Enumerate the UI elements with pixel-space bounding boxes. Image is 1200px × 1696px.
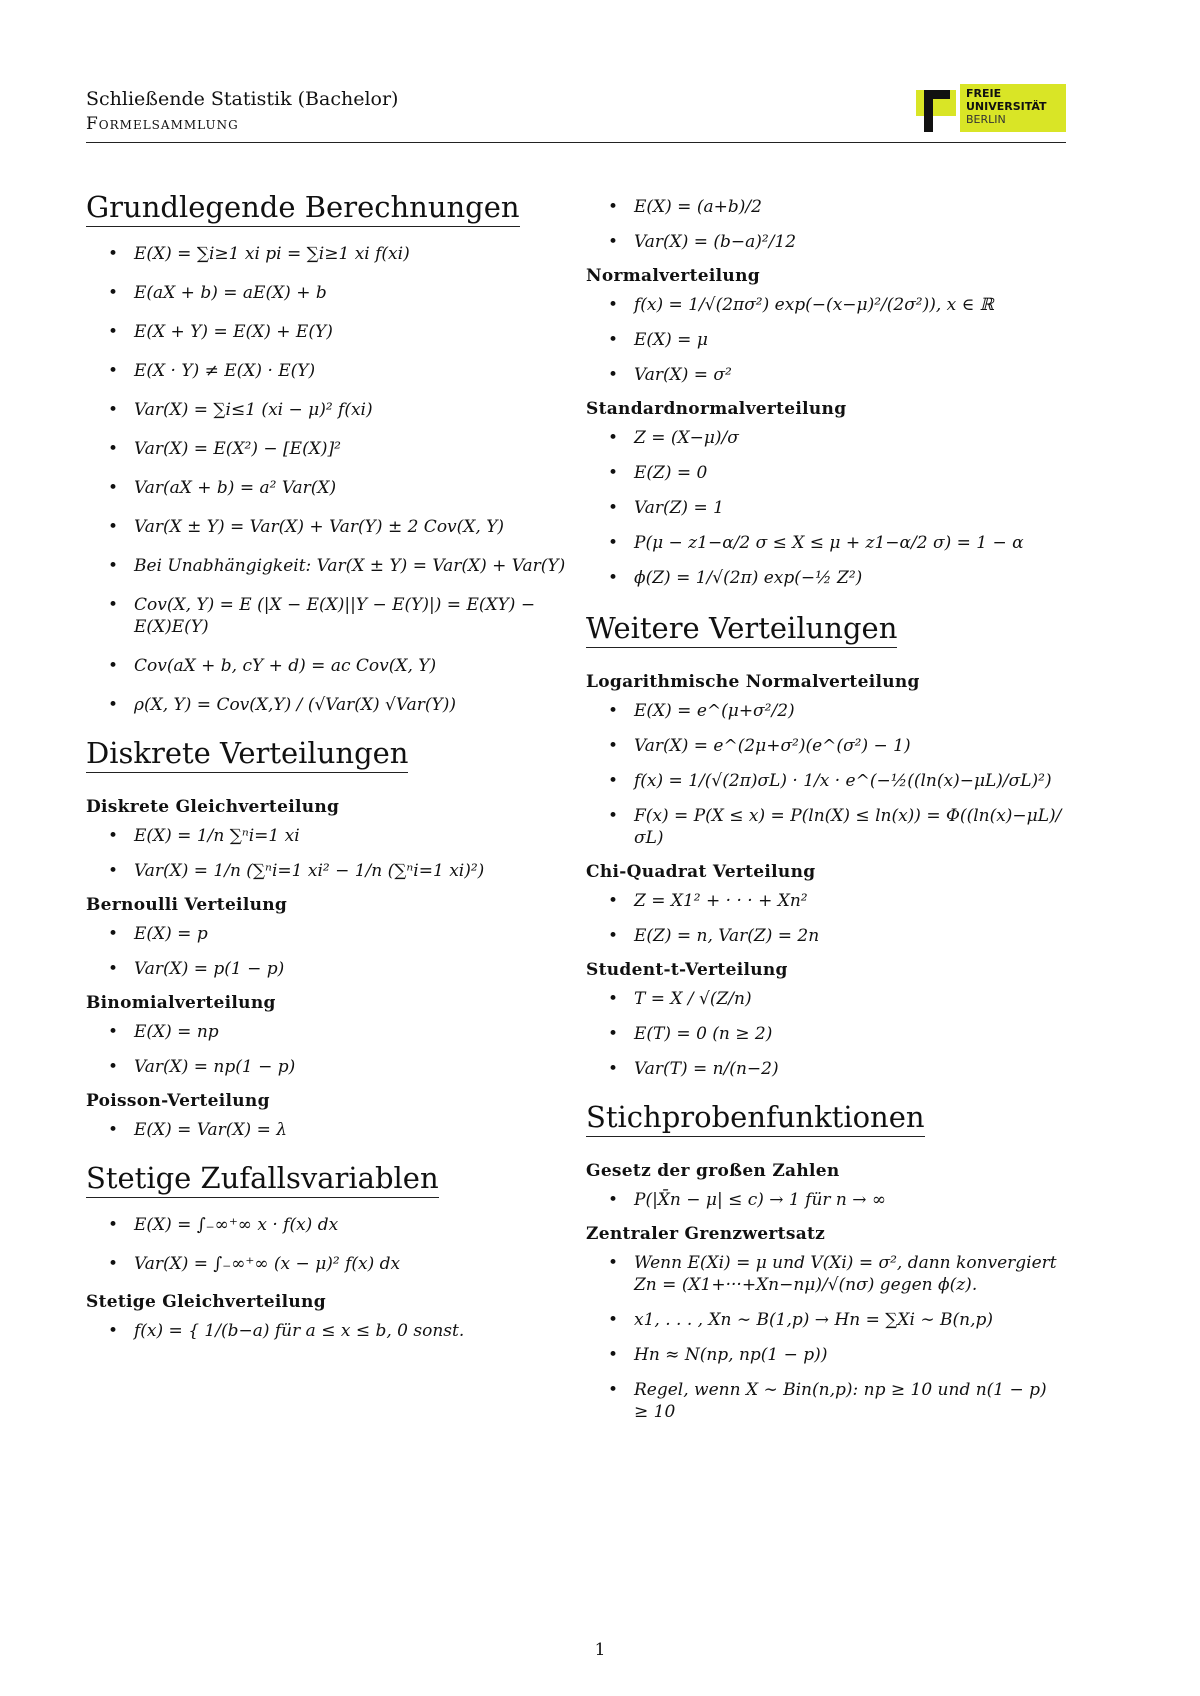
subsection-title: Poisson-Verteilung [86, 1091, 270, 1111]
formula-item: • Var(T) = n/(n−2) [608, 1058, 1066, 1080]
formula-item: • Var(X) = (b−a)²/12 [608, 231, 1066, 253]
formula-item: • E(X + Y) = E(X) + E(Y) [108, 321, 566, 343]
formula-item: • E(Z) = n, Var(Z) = 2n [608, 925, 1066, 947]
formula-item: • E(X · Y) ≠ E(X) · E(Y) [108, 360, 566, 382]
logo-stem [924, 90, 933, 132]
logo-line-2: UNIVERSITÄT [966, 100, 1047, 113]
formula-item: • Wenn E(Xi) = μ und V(Xi) = σ², dann konvergiert Zn = (X1+···+Xn−nμ)/√(nσ) gegen ϕ(z). [608, 1252, 1066, 1296]
section-title: Stichprobenfunktionen [586, 1100, 925, 1137]
formula-item: • Var(X) = 1/n (∑ⁿi=1 xi² − 1/n (∑ⁿi=1 xi)²) [108, 860, 566, 882]
section-title: Weitere Verteilungen [586, 611, 897, 648]
formula-item: • E(Z) = 0 [608, 462, 1066, 484]
university-logo [916, 84, 1066, 136]
document-title: Schließende Statistik (Bachelor) [86, 88, 399, 110]
formula-list [586, 700, 1066, 849]
formula-list [586, 988, 1066, 1080]
section-title: Diskrete Verteilungen [86, 736, 408, 773]
subsection-title: Gesetz der großen Zahlen [586, 1161, 840, 1181]
formula-item: • Var(X) = e^(2μ+σ²)(e^(σ²) − 1) [608, 735, 1066, 757]
formula-list [86, 1021, 566, 1078]
formula-item: • Z = X1² + · · · + Xn² [608, 890, 1066, 912]
logo-line-3: BERLIN [966, 113, 1006, 126]
formula-item: • f(x) = { 1/(b−a) für a ≤ x ≤ b, 0 sonst. [108, 1320, 566, 1342]
formula-item: • E(aX + b) = aE(X) + b [108, 282, 566, 304]
formula-list [86, 923, 566, 980]
subsection-title: Stetige Gleichverteilung [86, 1292, 326, 1312]
formula-list [86, 825, 566, 882]
logo-line-1: FREIE [966, 87, 1002, 100]
section-title: Stetige Zufallsvariablen [86, 1161, 439, 1198]
formula-item: • E(X) = μ [608, 329, 1066, 351]
formula-item: • P(|X̄n − μ| ≤ c) → 1 für n → ∞ [608, 1189, 1066, 1211]
formula-item: • Var(Z) = 1 [608, 497, 1066, 519]
formula-item: • ρ(X, Y) = Cov(X,Y) / (√Var(X) √Var(Y)) [108, 694, 566, 716]
subsection-title: Normalverteilung [586, 266, 760, 286]
formula-item: • Var(X) = np(1 − p) [108, 1056, 566, 1078]
subsection-title: Standardnormalverteilung [586, 399, 847, 419]
document-subtitle: Formelsammlung [86, 114, 239, 134]
formula-item: • E(X) = 1/n ∑ⁿi=1 xi [108, 825, 566, 847]
formula-item: • Hn ≈ N(np, np(1 − p)) [608, 1344, 1066, 1366]
formula-item: • E(X) = p [108, 923, 566, 945]
formula-item: • Var(X ± Y) = Var(X) + Var(Y) ± 2 Cov(X, Y) [108, 516, 566, 538]
formula-list [586, 1189, 1066, 1211]
formula-item: • F(x) = P(X ≤ x) = P(ln(X) ≤ ln(x)) = Φ((ln(x)−μL)/σL) [608, 805, 1066, 849]
formula-item: • f(x) = 1/√(2πσ²) exp(−(x−μ)²/(2σ²)), x ∈ ℝ [608, 294, 1066, 316]
formula-list [586, 1252, 1066, 1423]
formula-item: • Bei Unabhängigkeit: Var(X ± Y) = Var(X) + Var(Y) [108, 555, 566, 577]
subsection-title: Zentraler Grenzwertsatz [586, 1224, 826, 1244]
formula-item: • Cov(X, Y) = E (|X − E(X)||Y − E(Y)|) = E(XY) − E(X)E(Y) [108, 594, 566, 638]
formula-item: • P(μ − z1−α/2 σ ≤ X ≤ μ + z1−α/2 σ) = 1 − α [608, 532, 1066, 554]
formula-item: • Var(X) = p(1 − p) [108, 958, 566, 980]
logo-text [960, 84, 1066, 132]
formula-list [86, 243, 566, 716]
formula-list [86, 1320, 566, 1342]
formula-item: • Var(aX + b) = a² Var(X) [108, 477, 566, 499]
formula-item: • Regel, wenn X ∼ Bin(n,p): np ≥ 10 und n(1 − p) ≥ 10 [608, 1379, 1066, 1423]
formula-list [86, 1214, 566, 1275]
formula-list [586, 196, 1066, 253]
page-header [86, 88, 1066, 143]
formula-item: • E(X) = Var(X) = λ [108, 1119, 566, 1141]
formula-item: • E(X) = (a+b)/2 [608, 196, 1066, 218]
formula-item: • Z = (X−μ)/σ [608, 427, 1066, 449]
right-column [586, 196, 1066, 1443]
formula-item: • Cov(aX + b, cY + d) = ac Cov(X, Y) [108, 655, 566, 677]
formula-item: • x1, . . . , Xn ∼ B(1,p) → Hn = ∑Xi ∼ B(n,p) [608, 1309, 1066, 1331]
formula-item: • E(T) = 0 (n ≥ 2) [608, 1023, 1066, 1045]
section-discrete-distributions [86, 736, 566, 1141]
formula-list [586, 294, 1066, 386]
formula-list [86, 1119, 566, 1141]
left-column [86, 190, 566, 1362]
subsection-title: Binomialverteilung [86, 993, 276, 1013]
subsection-title: Student-t-Verteilung [586, 960, 788, 980]
section-sample-functions [586, 1100, 1066, 1423]
formula-item: • Var(X) = ∑i≤1 (xi − μ)² f(xi) [108, 399, 566, 421]
section-title: Grundlegende Berechnungen [86, 190, 520, 227]
formula-list [586, 890, 1066, 947]
section-continuous-variables [86, 1161, 566, 1342]
subsection-title: Diskrete Gleichverteilung [86, 797, 340, 817]
section-further-distributions [586, 611, 1066, 1080]
formula-item: • E(X) = ∫₋∞⁺∞ x · f(x) dx [108, 1214, 566, 1236]
subsection-title: Bernoulli Verteilung [86, 895, 288, 915]
subsection-title: Logarithmische Normalverteilung [586, 672, 920, 692]
subsection-title: Chi-Quadrat Verteilung [586, 862, 816, 882]
section-basic-calculations [86, 190, 566, 716]
formula-list [586, 427, 1066, 589]
page-number: 1 [594, 1640, 606, 1660]
formula-item: • E(X) = np [108, 1021, 566, 1043]
formula-item: • E(X) = e^(μ+σ²/2) [608, 700, 1066, 722]
formula-item: • Var(X) = ∫₋∞⁺∞ (x − μ)² f(x) dx [108, 1253, 566, 1275]
formula-item: • E(X) = ∑i≥1 xi pi = ∑i≥1 xi f(xi) [108, 243, 566, 265]
formula-item: • Var(X) = E(X²) − [E(X)]² [108, 438, 566, 460]
formula-item: • T = X / √(Z/n) [608, 988, 1066, 1010]
formula-item: • ϕ(Z) = 1/√(2π) exp(−½ Z²) [608, 567, 1066, 589]
formula-item: • f(x) = 1/(√(2π)σL) · 1/x · e^(−½((ln(x)−μL)/σL)²) [608, 770, 1066, 792]
formula-item: • Var(X) = σ² [608, 364, 1066, 386]
